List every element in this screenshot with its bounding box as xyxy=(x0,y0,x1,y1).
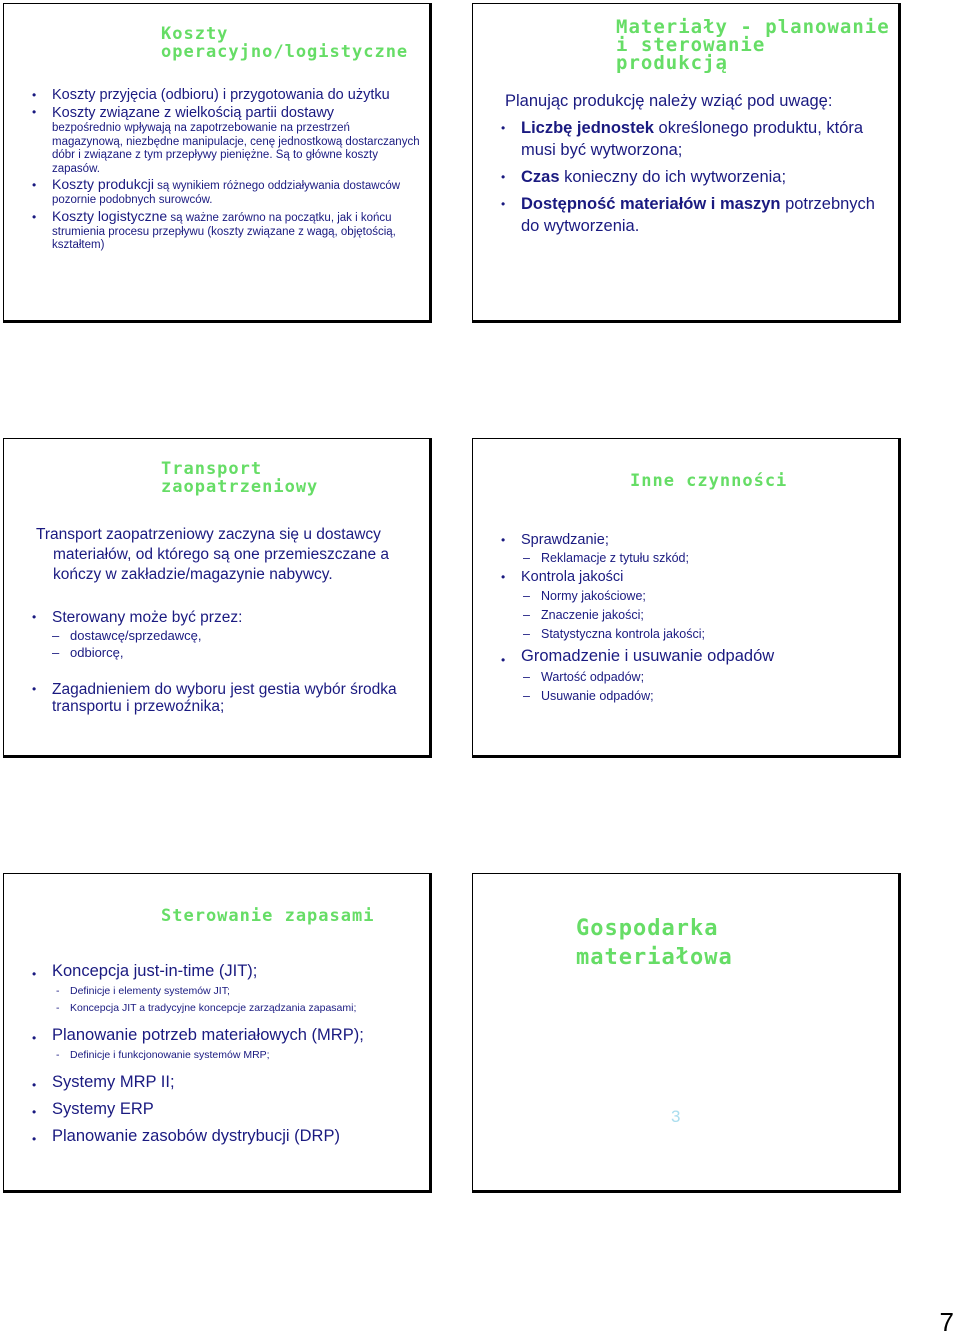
slide-title xyxy=(161,461,318,497)
item-heading: Koszty przyjęcia (odbioru) i przygotowania do użytku xyxy=(52,87,390,103)
sub-item xyxy=(52,645,422,661)
bullet-icon: • xyxy=(32,88,37,102)
list-item xyxy=(501,117,881,161)
slide-transport-zaopatrzeniowy xyxy=(3,438,432,758)
dash-icon: – xyxy=(52,645,60,660)
item-text: Sterowany może być przez: xyxy=(52,609,243,626)
slide-title-line: Materiały - planowanie xyxy=(616,16,890,38)
bullet-icon: • xyxy=(501,653,506,667)
list-item xyxy=(501,166,881,188)
sub-item-text: Statystyczna kontrola jakości; xyxy=(541,627,705,641)
list-item xyxy=(32,87,424,104)
slide-title xyxy=(576,915,733,972)
bullet-icon: • xyxy=(501,570,506,584)
dash-icon: – xyxy=(523,551,530,565)
sub-item-text: Reklamacje z tytułu szkód; xyxy=(541,551,689,565)
intro-text-content: Transport zaopatrzeniowy zaczyna się u dostawcy materiałów, od którego są one przemieszczane a kończy w zakładzie/magazynie nabywcy. xyxy=(36,526,390,583)
sub-item xyxy=(523,606,891,625)
slide-number: 3 xyxy=(671,1107,681,1126)
bullet-icon: • xyxy=(501,533,506,547)
list-item xyxy=(501,644,891,668)
item-text: Koncepcja just-in-time (JIT); xyxy=(52,962,258,980)
sub-item-text: odbiorcę, xyxy=(70,645,124,660)
slide-title-line: Gospodarka xyxy=(576,916,719,941)
bullet-icon: • xyxy=(32,1105,37,1119)
bullet-list xyxy=(32,609,422,715)
sub-item-text: Wartość odpadów; xyxy=(541,670,645,684)
item-text: Systemy MRP II; xyxy=(52,1073,175,1091)
item-text: Systemy ERP xyxy=(52,1100,154,1118)
list-item xyxy=(32,1025,427,1045)
item-detail: są ważne zarówno na początku, jak i końcu strumienia procesu przepływu (koszty związane z wagą, objętością, kształtem) xyxy=(52,212,396,251)
list-item xyxy=(32,961,427,981)
list-item xyxy=(501,193,881,237)
slide-title-line: Transport xyxy=(161,459,263,479)
sub-item xyxy=(56,1047,427,1064)
list-item xyxy=(32,105,424,176)
sub-item xyxy=(56,1000,427,1017)
sub-item-text: Normy jakościowe; xyxy=(541,589,646,603)
dash-icon: – xyxy=(523,689,530,703)
item-bold: Liczbę jednostek xyxy=(521,119,654,137)
slide-inne-czynnosci xyxy=(472,438,901,758)
bullet-icon: • xyxy=(32,1031,37,1045)
list-item xyxy=(32,176,424,207)
slide-title-line: zaopatrzeniowy xyxy=(161,476,319,497)
slide-title: Sterowanie zapasami xyxy=(161,906,375,926)
slide-title-line: materiałowa xyxy=(576,944,733,970)
sub-item xyxy=(523,668,891,687)
dash-icon: – xyxy=(523,589,530,603)
item-heading: Koszty logistyczne xyxy=(52,208,168,224)
slide-koszty-operacyjno-logistyczne xyxy=(3,3,432,323)
item-text: Sprawdzanie; xyxy=(521,532,609,548)
item-text: Planowanie zasobów dystrybucji (DRP) xyxy=(52,1127,340,1145)
slide-title xyxy=(616,16,890,75)
sub-item-text: dostawcę/sprzedawcę, xyxy=(70,628,202,643)
list-item xyxy=(32,1126,427,1146)
dash-icon: – xyxy=(523,670,530,684)
item-text: Planowanie potrzeb materiałowych (MRP); xyxy=(52,1026,364,1044)
dash-icon: – xyxy=(52,628,60,643)
item-heading: Koszty produkcji xyxy=(52,176,154,192)
dash-icon: - xyxy=(56,1002,60,1014)
item-bold: Czas xyxy=(521,168,560,186)
dash-icon: - xyxy=(56,1049,60,1061)
sub-item xyxy=(56,983,427,1000)
bullet-icon: • xyxy=(501,197,506,211)
dash-icon: – xyxy=(523,627,530,641)
item-text: Kontrola jakości xyxy=(521,569,624,585)
sub-item xyxy=(523,625,891,644)
sub-item-text: Koncepcja JIT a tradycyjne koncepcje zarządzania zapasami; xyxy=(70,1002,357,1014)
sub-item-text: Definicje i funkcjonowanie systemów MRP; xyxy=(70,1049,270,1061)
sub-item xyxy=(523,587,891,606)
sub-item xyxy=(523,549,891,568)
item-bold: Dostępność materiałów i maszyn xyxy=(521,195,781,213)
item-text: Gromadzenie i usuwanie odpadów xyxy=(521,647,775,665)
bullet-icon: • xyxy=(32,967,37,981)
sub-item xyxy=(52,628,422,644)
sub-item-text: Znaczenie jakości; xyxy=(541,608,644,622)
slide-sterowanie-zapasami xyxy=(3,873,432,1193)
bullet-icon: • xyxy=(32,1078,37,1092)
list-item xyxy=(32,609,422,626)
bullet-icon: • xyxy=(501,170,506,184)
list-item xyxy=(32,208,424,253)
bullet-icon: • xyxy=(32,682,37,696)
item-detail: są wynikiem różnego oddziaływania dostawców pozornie podobnych surowców. xyxy=(52,180,401,206)
bullet-icon: • xyxy=(32,178,37,192)
list-item xyxy=(32,1099,427,1119)
slide-title-line: i sterowanie xyxy=(616,34,766,57)
bullet-icon: • xyxy=(32,1132,37,1146)
bullet-list xyxy=(501,531,891,706)
bullet-list xyxy=(501,117,881,237)
page-number: 7 xyxy=(939,1307,954,1337)
bullet-icon: • xyxy=(501,121,506,135)
item-text: Zagadnieniem do wyboru jest gestia wybór środka transportu i przewoźnika; xyxy=(52,681,397,715)
slide-gospodarka-materialowa xyxy=(472,873,901,1193)
item-text: potrzebnych do wytworzenia. xyxy=(521,195,875,235)
slide-title: Inne czynności xyxy=(630,471,788,491)
sub-item-text: Usuwanie odpadów; xyxy=(541,689,654,703)
list-item xyxy=(32,681,422,715)
dash-icon: – xyxy=(523,608,530,622)
intro-text xyxy=(36,525,432,585)
sub-item xyxy=(523,687,891,706)
item-detail: bezpośrednio wpływają na zapotrzebowanie na przestrzeń magazynową, niezbędne manipulacje, cenę jednostkową dostarczanych dóbr i związane z tym przepływy pieniężne. Są to główne koszty zapasów. xyxy=(52,122,420,175)
bullet-icon: • xyxy=(32,610,37,624)
bullet-icon: • xyxy=(32,210,37,224)
slide-materialy-planowanie xyxy=(472,3,901,323)
slide-title-line: Koszty xyxy=(161,24,229,44)
slide-title xyxy=(161,26,408,62)
item-text: konieczny do ich wytworzenia; xyxy=(559,168,787,186)
slide-title-line: operacyjno/logistyczne xyxy=(161,41,409,62)
list-item xyxy=(501,568,891,587)
bullet-list xyxy=(32,87,424,253)
slide-title-line: produkcją xyxy=(616,52,728,75)
list-item xyxy=(501,531,891,549)
list-item xyxy=(32,1072,427,1092)
sub-item-text: Definicje i elementy systemów JIT; xyxy=(70,985,230,997)
intro-text: Planując produkcję należy wziąć pod uwagę: xyxy=(505,92,833,110)
item-heading: Koszty związane z wielkością partii dostawy xyxy=(52,105,335,121)
bullet-list xyxy=(32,961,427,1146)
item-text: określonego produktu, która musi być wytworzona; xyxy=(521,119,864,159)
dash-icon: - xyxy=(56,985,60,997)
bullet-icon: • xyxy=(32,105,37,119)
